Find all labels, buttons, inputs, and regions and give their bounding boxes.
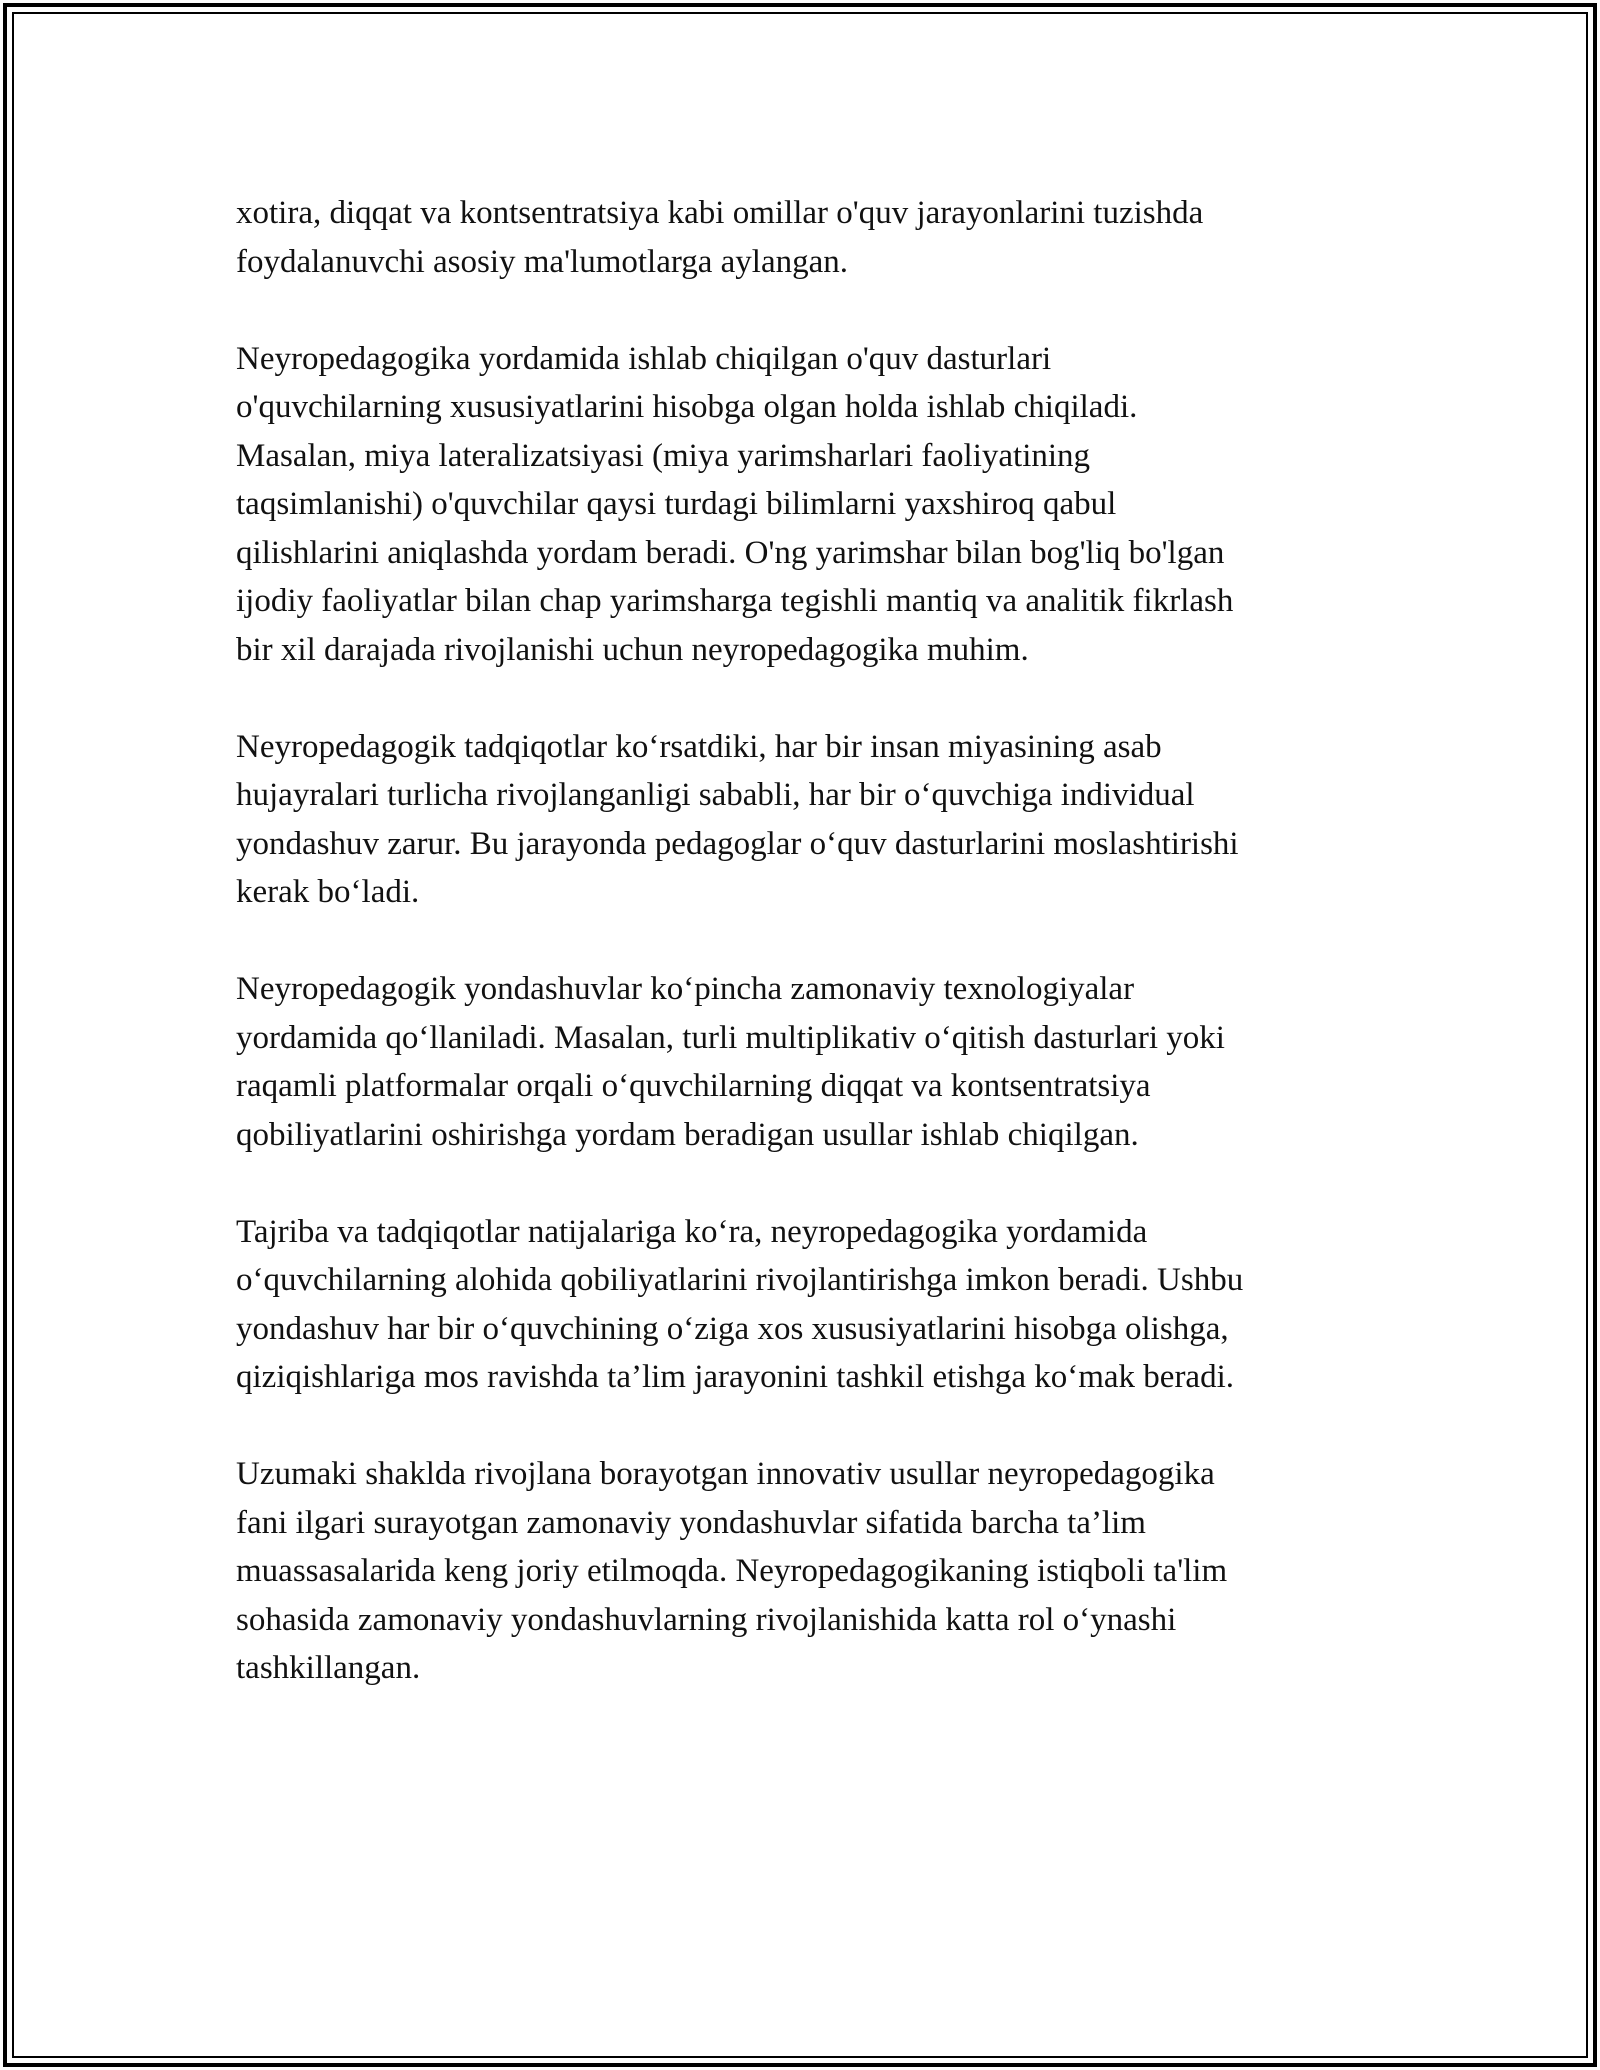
text-line: Neyropedagogik yondashuvlar ko‘pincha zamonaviy texnologiyalar — [236, 971, 1135, 1007]
text-line: raqamli platformalar orqali o‘quvchilarning diqqat va kontsentratsiya — [236, 1068, 1151, 1104]
text-line: yondashuv zarur. Bu jarayonda pedagoglar o‘quv dasturlarini moslashtirishi — [236, 825, 1239, 862]
text-line: taqsimlanishi) o'quvchilar qaysi turdagi bilimlarni yaxshiroq qabul — [236, 486, 1117, 522]
text-line: yordamida qo‘llaniladi. Masalan, turli multiplikativ o‘qitish dasturlari yoki — [236, 1019, 1225, 1056]
text-line: sohasida zamonaviy yondashuvlarning rivojlanishida katta rol o‘ynashi — [236, 1601, 1177, 1638]
paragraph-4 — [236, 965, 1376, 1159]
text-line: yondashuv har bir o‘quvchining o‘ziga xos xususiyatlarini hisobga olishga, — [236, 1310, 1229, 1347]
text-line: qilishlarini aniqlashda yordam beradi. O'ng yarimshar bilan bog'liq bo'lgan — [236, 534, 1225, 571]
text-line: foydalanuvchi asosiy ma'lumotlarga aylangan. — [236, 243, 848, 280]
text-line: Masalan, miya lateralizatsiyasi (miya yarimsharlari faoliyatining — [236, 437, 1091, 474]
text-line: muassasalarida keng joriy etilmoqda. Neyropedagogikaning istiqboli ta'lim — [236, 1553, 1228, 1589]
text-line: kerak bo‘ladi. — [236, 874, 420, 910]
text-line: Neyropedagogik tadqiqotlar ko‘rsatdiki, har bir insan miyasining asab — [236, 728, 1162, 765]
text-line: qiziqishlariga mos ravishda ta’lim jarayonini tashkil etishga ko‘mak beradi. — [236, 1359, 1234, 1395]
text-line: qobiliyatlarini oshirishga yordam beradigan usullar ishlab chiqilgan. — [236, 1116, 1139, 1153]
text-line: Neyropedagogika yordamida ishlab chiqilgan o'quv dasturlari — [236, 340, 1052, 377]
text-line: ijodiy faoliyatlar bilan chap yarimsharga tegishli mantiq va analitik fikrlash — [236, 583, 1234, 619]
text-line: xotira, diqqat va kontsentratsiya kabi omillar o'quv jarayonlarini tuzishda — [236, 195, 1204, 231]
text-line: tashkillangan. — [236, 1650, 421, 1686]
paragraph-3 — [236, 723, 1376, 917]
text-line: Uzumaki shaklda rivojlana borayotgan innovativ usullar neyropedagogika — [236, 1456, 1215, 1492]
paragraph-6 — [236, 1450, 1376, 1693]
paragraph-2 — [236, 335, 1376, 675]
paragraph-5 — [236, 1208, 1376, 1402]
document-body — [236, 189, 1376, 1741]
text-line: Tajriba va tadqiqotlar natijalariga ko‘ra, neyropedagogika yordamida — [236, 1213, 1148, 1250]
paragraph-1 — [236, 189, 1376, 286]
text-line: o‘quvchilarning alohida qobiliyatlarini rivojlantirishga imkon beradi. Ushbu — [236, 1262, 1244, 1298]
text-line: bir xil darajada rivojlanishi uchun neyropedagogika muhim. — [236, 631, 1029, 668]
text-line: o'quvchilarning xususiyatlarini hisobga olgan holda ishlab chiqiladi. — [236, 389, 1138, 425]
text-line: fani ilgari surayotgan zamonaviy yondashuvlar sifatida barcha ta’lim — [236, 1504, 1146, 1541]
text-line: hujayralari turlicha rivojlanganligi sababli, har bir o‘quvchiga individual — [236, 777, 1195, 813]
